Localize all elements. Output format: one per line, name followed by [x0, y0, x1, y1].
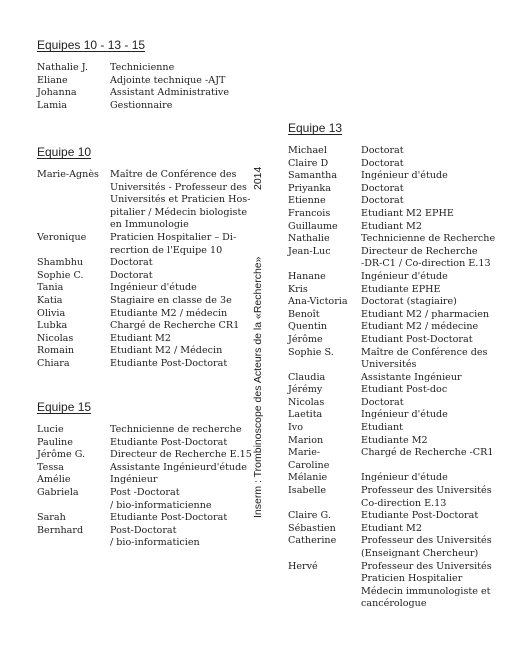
member-name: Sébastien [288, 522, 336, 534]
member-row [37, 358, 267, 371]
member-name: Jérôme G. [37, 449, 86, 461]
member-row [37, 295, 267, 308]
member-role [110, 295, 267, 308]
member-row [37, 525, 267, 550]
member-role [361, 372, 500, 385]
member-role [361, 145, 500, 158]
member-role-line: Universités - Professeur des [110, 181, 247, 193]
member-name: Jérémy [288, 384, 323, 396]
member-role-line: Doctorat [361, 396, 404, 408]
member-role-line: Ingénieur d'étude [361, 409, 448, 421]
member-row [288, 447, 500, 472]
member-role [361, 334, 500, 347]
member-row [37, 474, 267, 487]
member-role [361, 309, 500, 322]
member-role [110, 282, 267, 295]
team-heading: Equipes 10 - 13 - 15 [37, 38, 146, 52]
member-role-line: Doctorat [361, 182, 404, 194]
member-role [110, 358, 267, 371]
member-role [361, 170, 500, 183]
member-row [37, 308, 267, 321]
member-row [37, 270, 267, 283]
member-name: Sophie C. [37, 269, 84, 281]
member-role-line: Praticien Hospitalier [361, 573, 463, 585]
member-role [110, 166, 267, 232]
member-role [361, 271, 500, 284]
member-role [361, 384, 500, 397]
member-name: Tania [37, 282, 64, 294]
member-row [288, 145, 500, 158]
member-row [37, 487, 267, 512]
member-role-line: Directeur de Recherche E.15 [110, 449, 252, 461]
member-role-line: Praticien Hospitalier – Di- [110, 231, 237, 243]
member-role-line: Post-Doctorat [110, 524, 177, 536]
member-role-line: Etudiante M2 / médecin [110, 307, 228, 319]
member-row [37, 512, 267, 525]
member-role-line: Co-direction E.13 [361, 497, 447, 509]
member-row [37, 75, 267, 88]
member-row [37, 166, 267, 232]
member-name: Romain [37, 345, 75, 357]
member-role-line: Etudiant M2 / médecine [361, 321, 479, 333]
member-name: Sophie S. [288, 346, 334, 358]
member-name: Shambhu [37, 257, 84, 269]
member-row [37, 282, 267, 295]
member-name: Nicolas [37, 332, 74, 344]
member-name: Ana-Victoria [288, 296, 348, 308]
member-role-line: Etudiante Post-Doctorat [361, 510, 479, 522]
member-row [37, 449, 267, 462]
member-role [110, 487, 267, 512]
member-role [361, 208, 500, 221]
member-role-line: Etudiante M2 [361, 434, 428, 446]
member-row [288, 409, 500, 422]
member-role [110, 87, 267, 100]
member-role [110, 512, 267, 525]
member-role [361, 435, 500, 448]
member-role [361, 523, 500, 536]
member-name: Nathalie J. [37, 62, 88, 73]
member-role-line: Doctorat [110, 269, 153, 281]
member-role [110, 449, 267, 462]
team-section [37, 400, 267, 550]
member-row [37, 257, 267, 270]
member-row [288, 321, 500, 334]
member-role [361, 321, 500, 334]
member-row [37, 62, 267, 75]
member-name: Kris [288, 283, 308, 295]
member-role-line: Etudiant M2 [361, 522, 422, 534]
member-row [288, 397, 500, 410]
member-row [288, 271, 500, 284]
member-name: Chiara [37, 357, 70, 369]
member-name: Tessa [37, 461, 64, 473]
member-name: Francois [288, 207, 331, 219]
member-row [37, 320, 267, 333]
member-name: Catherine [288, 535, 337, 547]
member-row [288, 422, 500, 435]
member-role-line: Maître de Conférence des [110, 169, 237, 180]
member-name: Quentin [288, 321, 328, 333]
member-name: Veronique [37, 231, 87, 243]
member-role [110, 232, 267, 257]
team-section [288, 121, 500, 611]
member-role [110, 100, 267, 113]
member-name: Mélanie [288, 472, 328, 484]
spine-title: Inserm : Trombinoscope des Acteurs de la «Recherche» [252, 256, 264, 518]
member-row [288, 208, 500, 221]
member-role [110, 62, 267, 75]
member-role-line: cancérologue [361, 598, 427, 610]
member-role-line: Etudiante EPHE [361, 283, 441, 295]
member-name: Claire D [288, 157, 329, 169]
member-name: Jérôme [288, 333, 323, 345]
member-name: Marie-Caroline [288, 447, 330, 471]
member-row [37, 333, 267, 346]
member-role [110, 257, 267, 270]
member-name: Nicolas [288, 396, 325, 408]
member-role-line: Etudiant Post-doc [361, 384, 448, 396]
member-role-line: Etudiante Post-Doctorat [110, 436, 228, 448]
member-role-line: Technicienne de recherche [110, 424, 242, 435]
member-row [37, 462, 267, 475]
member-role-line: Etudiant M2 / Médecin [110, 345, 223, 357]
member-role [361, 397, 500, 410]
member-role-line: Etudiante Post-Doctorat [110, 357, 228, 369]
member-role [110, 333, 267, 346]
member-role [361, 409, 500, 422]
member-role-line: Gestionnaire [110, 99, 173, 111]
member-role-line: Technicienne [110, 62, 175, 73]
member-role [110, 424, 267, 437]
member-name: Johanna [37, 87, 77, 99]
member-row [37, 232, 267, 257]
member-role-line: Chargé de Recherche -CR1 [361, 447, 494, 459]
member-role [110, 474, 267, 487]
member-role-line: Doctorat (stagiaire) [361, 296, 457, 308]
member-role-line: Professeur des Universités [361, 535, 492, 547]
member-role [361, 284, 500, 297]
member-role-line: Assistant Administrative [110, 87, 230, 99]
member-name: Benoît [288, 308, 320, 320]
member-role [110, 308, 267, 321]
member-row [288, 158, 500, 171]
member-role [361, 472, 500, 485]
member-name: Michael [288, 145, 327, 156]
member-row [288, 510, 500, 523]
member-role-line: Technicienne de Recherche [361, 233, 496, 245]
member-name: Guillaume [288, 220, 338, 232]
member-role [361, 246, 500, 271]
member-row [288, 183, 500, 196]
member-name: Hervé [288, 560, 318, 572]
member-role-line: Etudiant M2 EPHE [361, 207, 454, 219]
member-role-line: Chargé de Recherche CR1 [110, 320, 240, 332]
member-role-line: recrtion de l'Equipe 10 [110, 244, 223, 256]
member-role-line: / bio-informaticienne [110, 499, 212, 511]
member-role [110, 75, 267, 88]
member-row [288, 246, 500, 271]
member-role-line: pitalier / Médecin biologiste [110, 206, 248, 218]
member-role-line: Universités et Praticien Hos- [110, 194, 251, 206]
member-name: Sarah [37, 512, 66, 524]
team-section [37, 38, 267, 112]
member-row [288, 334, 500, 347]
member-role [110, 270, 267, 283]
member-role [110, 345, 267, 358]
team-heading: Equipe 13 [288, 121, 343, 135]
member-role-line: Etudiant M2 / pharmacien [361, 308, 490, 320]
member-row [288, 472, 500, 485]
member-role-line: Ingénieur d'étude [361, 270, 448, 282]
member-role-line: Etudiant M2 [110, 332, 171, 344]
member-role-line: Etudiant M2 [361, 220, 422, 232]
member-role-line: Directeur de Recherche [361, 245, 478, 257]
member-role-line: en Immunologie [110, 219, 189, 231]
member-name: Pauline [37, 436, 73, 448]
member-row [288, 347, 500, 372]
team-heading: Equipe 10 [37, 145, 92, 159]
member-row [37, 424, 267, 437]
member-role [110, 462, 267, 475]
member-role-line: Etudiant [361, 422, 404, 434]
member-role-line: -DR-C1 / Co-direction E.13 [361, 258, 491, 270]
member-name: Priyanka [288, 182, 331, 194]
member-row [288, 296, 500, 309]
member-row [288, 523, 500, 536]
member-role [361, 221, 500, 234]
member-role-line: Stagiaire en classe de 3e [110, 294, 232, 306]
member-name: Lubka [37, 320, 68, 332]
member-role [361, 158, 500, 171]
member-name: Gabriela [37, 486, 79, 498]
member-row [37, 100, 267, 113]
year-label: 2014 [252, 166, 264, 190]
member-role-line: (Enseignant Chercheur) [361, 548, 479, 559]
member-role [361, 195, 500, 208]
member-role-line: Etudiante Post-Doctorat [110, 512, 228, 524]
member-row [288, 195, 500, 208]
member-role-line: Ingénieur d'étude [361, 170, 448, 182]
member-row [288, 384, 500, 397]
member-name: Lamia [37, 99, 67, 111]
member-role-line: Doctorat [361, 195, 404, 207]
member-role [361, 233, 500, 246]
member-role-line: Ingénieur d'étude [110, 282, 197, 294]
member-name: Claudia [288, 371, 326, 383]
member-name: Marion [288, 434, 324, 446]
member-role [361, 347, 500, 372]
member-row [288, 170, 500, 183]
member-name: Isabelle [288, 485, 327, 497]
team-heading: Equipe 15 [37, 400, 92, 414]
member-name: Marie-Agnès [37, 169, 99, 180]
member-role-line: Médecin immunologiste et [361, 585, 491, 597]
member-name: Bernhard [37, 524, 84, 536]
member-role-line: Professeur des Universités [361, 485, 492, 497]
member-name: Katia [37, 294, 63, 306]
member-role-line: Professeur des Universités [361, 560, 492, 572]
member-role-line: Ingénieur d'étude [361, 472, 448, 484]
member-name: Olivia [37, 307, 66, 319]
member-role-line: Doctorat [110, 257, 153, 269]
member-row [288, 372, 500, 385]
member-role [361, 296, 500, 309]
member-name: Laetita [288, 409, 323, 421]
member-role [361, 561, 500, 611]
member-role [361, 510, 500, 523]
member-row [37, 345, 267, 358]
member-role-line: Assistante Ingénieur [361, 371, 462, 383]
member-role-line: Post -Doctorat [110, 486, 180, 498]
team-section [37, 145, 267, 371]
member-name: Samantha [288, 170, 338, 182]
member-name: Eliane [37, 74, 68, 86]
member-row [37, 87, 267, 100]
member-role-line: Etudiant Post-Doctorat [361, 333, 473, 345]
member-name: Etienne [288, 195, 326, 207]
member-role-line: Maître de Conférence des [361, 346, 488, 358]
member-role [361, 422, 500, 435]
member-name: Amélie [37, 474, 71, 486]
member-name: Lucie [37, 424, 64, 435]
member-role-line: Assistante Ingénieurd'étude [110, 461, 247, 473]
member-role [110, 320, 267, 333]
member-name: Nathalie [288, 233, 330, 245]
member-role [361, 535, 500, 560]
member-row [288, 485, 500, 510]
member-role [361, 485, 500, 510]
member-row [288, 221, 500, 234]
member-row [288, 284, 500, 297]
member-role-line: / bio-informaticien [110, 537, 200, 549]
member-row [288, 535, 500, 560]
member-role [110, 437, 267, 450]
member-role-line: Doctorat [361, 157, 404, 169]
member-row [288, 561, 500, 611]
member-role-line: Universités [361, 359, 417, 371]
member-name: Claire G. [288, 510, 331, 522]
member-role [361, 183, 500, 196]
member-role-line: Doctorat [361, 145, 404, 156]
member-row [288, 435, 500, 448]
member-name: Jean-Luc [288, 245, 331, 257]
member-name: Hanane [288, 270, 326, 282]
member-row [288, 309, 500, 322]
member-role [110, 525, 267, 550]
member-row [37, 437, 267, 450]
member-role-line: Adjointe technique -AJT [110, 74, 226, 86]
member-role [361, 447, 500, 472]
member-name: Ivo [288, 422, 303, 434]
member-row [288, 233, 500, 246]
member-role-line: Ingénieur [110, 474, 158, 486]
